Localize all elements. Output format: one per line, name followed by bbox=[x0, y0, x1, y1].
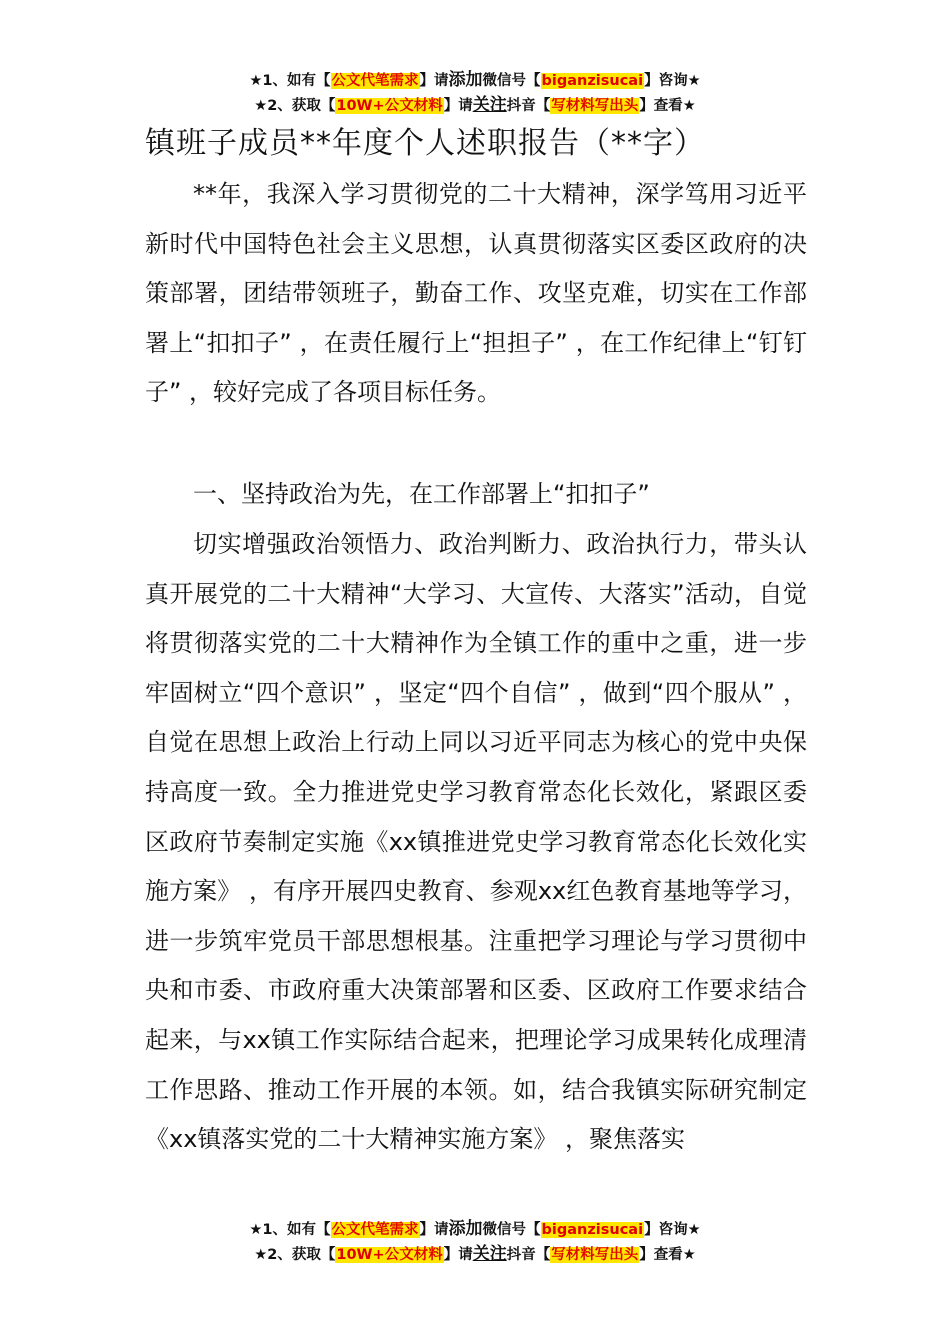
banner-emphasis: 关注 bbox=[472, 95, 507, 115]
paragraph-section-1: 切实增强政治领悟力、政治判断力、政治执行力，带头认真开展党的二十大精神“大学习、大宣传、大落实”活动，自觉将贯彻落实党的二十大精神作为全镇工作的重中之重，进一步牢固树立“四个意识” ，坚定“四个自信” ，做到“四个服从” ，自觉在思想上政治上行动上同以习近平同志为核心的党中央保持高度一致。全力推进党史学习教育常态化长效化，紧跟区委区政府节奏制定实施《xx镇推进党史学习教育常态化长效化实施方案》 ，有序开展四史教育、参观xx红色教育基地等学习，进一步筑牢党员干部思想根基。注重把学习理论与学习贯彻中央和市委、市政府重大决策部署和区委、区政府工作要求结合起来，与xx镇工作实际结合起来，把理论学习成果转化成理清工作思路、推动工作开展的本领。如，结合我镇实际研究制定《xx镇落实党的二十大精神实施方案》 ，聚焦落实 bbox=[145, 530, 807, 1154]
banner-text: ★1、如有【 bbox=[249, 73, 331, 89]
banner-highlight-wechat-id: biganzisucai bbox=[541, 73, 644, 89]
banner-text: 】请 bbox=[419, 73, 449, 89]
banner-highlight-douyin-id: 写材料写出头 bbox=[551, 1247, 639, 1263]
banner-line-2 bbox=[0, 1242, 950, 1267]
banner-highlight: 公文代笔需求 bbox=[331, 1222, 419, 1238]
banner-text: ★2、获取【 bbox=[254, 1247, 336, 1263]
banner-emphasis: 添加 bbox=[448, 1219, 483, 1239]
banner-text: 】咨询★ bbox=[644, 1222, 701, 1238]
document-title: 镇班子成员**年度个人述职报告（**字） bbox=[145, 126, 705, 161]
banner-line-1 bbox=[0, 68, 950, 93]
banner-emphasis: 关注 bbox=[472, 1244, 507, 1264]
banner-highlight-wechat-id: biganzisucai bbox=[541, 1222, 644, 1238]
banner-text: 】查看★ bbox=[639, 98, 696, 114]
banner-highlight: 公文代笔需求 bbox=[331, 73, 419, 89]
banner-text: 】请 bbox=[443, 98, 473, 114]
banner-highlight: 10W+公文材料 bbox=[336, 1247, 443, 1263]
banner-text: 】查看★ bbox=[639, 1247, 696, 1263]
banner-line-2 bbox=[0, 93, 950, 118]
banner-text: 】咨询★ bbox=[644, 73, 701, 89]
banner-text: 抖音【 bbox=[506, 1247, 551, 1263]
banner-line-1 bbox=[0, 1217, 950, 1242]
banner-highlight: 10W+公文材料 bbox=[336, 98, 443, 114]
banner-text: 微信号【 bbox=[482, 1222, 541, 1238]
banner-text: 】请 bbox=[443, 1247, 473, 1263]
banner-text: 】请 bbox=[419, 1222, 449, 1238]
banner-text: ★2、获取【 bbox=[254, 98, 336, 114]
banner-text: 抖音【 bbox=[506, 98, 551, 114]
header-banner bbox=[0, 68, 950, 118]
banner-highlight-douyin-id: 写材料写出头 bbox=[551, 98, 639, 114]
banner-text: ★1、如有【 bbox=[249, 1222, 331, 1238]
banner-emphasis: 添加 bbox=[448, 70, 483, 90]
banner-text: 微信号【 bbox=[482, 73, 541, 89]
paragraph-intro: **年，我深入学习贯彻党的二十大精神，深学笃用习近平新时代中国特色社会主义思想，认真贯彻落实区委区政府的决策部署，团结带领班子，勤奋工作、攻坚克难，切实在工作部署上“扣扣子” ，在责任履行上“担担子” ，在工作纪律上“钉钉子” ，较好完成了各项目标任务。 bbox=[145, 180, 807, 407]
section-heading: 一、坚持政治为先，在工作部署上“扣扣子” bbox=[193, 480, 650, 508]
footer-banner bbox=[0, 1217, 950, 1267]
